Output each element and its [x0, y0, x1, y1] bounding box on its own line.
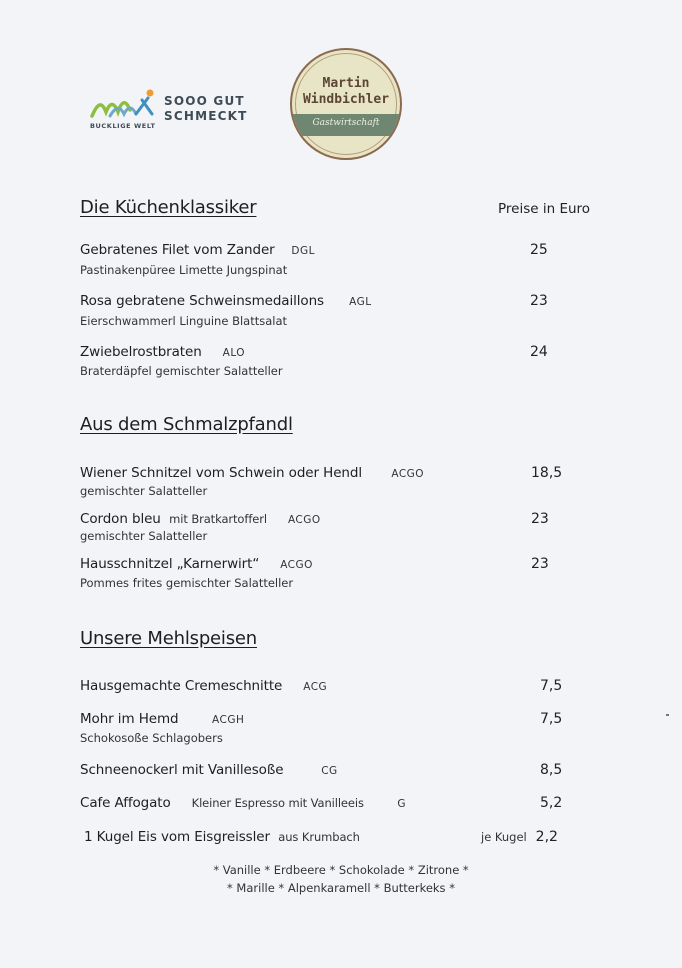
allergen-codes: ACG [303, 681, 328, 693]
logo-line-3: BUCKLIGE WELT [90, 122, 156, 130]
menu-item-extra: Kleiner Espresso mit Vanilleeis [191, 796, 364, 810]
allergen-codes: G [397, 798, 407, 810]
section-title: Unsere Mehlspeisen [80, 628, 257, 649]
flavor-list-line-2: * Marille * Alpenkaramell * Butterkeks * [227, 881, 455, 895]
allergen-codes: CG [321, 765, 338, 777]
allergen-codes: ACGO [391, 468, 425, 480]
menu-item-price: 7,5 [540, 678, 563, 694]
sooo-gut-schmeckt-logo [90, 88, 260, 138]
menu-item-desc: Eierschwammerl Linguine Blattsalat [80, 314, 288, 328]
wave-logo-icon [90, 88, 160, 122]
menu-item-desc: gemischter Salatteller [80, 484, 208, 498]
seal-line-2: Windbichler [302, 92, 390, 107]
menu-item-name: Cordon bleu mit Bratkartofferl ACGO [80, 511, 321, 527]
seal-line-3: Gastwirtschaft [312, 118, 380, 128]
allergen-codes: DGL [291, 245, 315, 257]
allergen-codes: ACGO [280, 559, 313, 571]
section-title: Die Küchenklassiker [80, 197, 257, 218]
menu-item-name: Gebratenes Filet vom Zander DGL [80, 242, 315, 258]
menu-item-price: 25 [530, 242, 548, 258]
allergen-codes: AGL [349, 296, 372, 308]
menu-item-price: 7,5 [540, 711, 563, 727]
menu-item-price: 24 [530, 344, 548, 360]
menu-item-desc: Pastinakenpüree Limette Jungspinat [80, 263, 288, 277]
logo-line-2: SCHMECKT [164, 109, 248, 123]
menu-item-desc: Braterdäpfel gemischter Salatteller [80, 364, 283, 378]
menu-item-name: Rosa gebratene Schweinsmedaillons AGL [80, 293, 372, 309]
menu-item-desc: Pommes frites gemischter Salatteller [80, 576, 294, 590]
allergen-codes: ALO [222, 347, 246, 359]
menu-item-price: 23 [530, 293, 548, 309]
allergen-codes: ACGO [287, 514, 321, 526]
menu-item-price: je Kugel 2,2 [481, 829, 558, 845]
price-prefix: je Kugel [481, 830, 527, 844]
menu-item-name: Zwiebelrostbraten ALO [80, 344, 246, 360]
menu-item-price: 23 [531, 511, 549, 527]
menu-item-name: 1 Kugel Eis vom Eisgreissler aus Krumbach [84, 829, 360, 845]
allergen-codes: ACGH [212, 714, 245, 726]
menu-item-name: Hausschnitzel „Karnerwirt“ ACGO [80, 556, 313, 572]
menu-item-extra: aus Krumbach [278, 830, 360, 844]
menu-item-name: Schneenockerl mit Vanillesoße CG [80, 762, 338, 778]
menu-item-desc: gemischter Salatteller [80, 529, 208, 543]
flavor-list-line-1: * Vanille * Erdbeere * Schokolade * Zitrone * [213, 863, 469, 877]
menu-item-price: 8,5 [540, 762, 563, 778]
seal-line-1: Martin [322, 76, 370, 91]
menu-item-name: Wiener Schnitzel vom Schwein oder Hendl ACGO [80, 465, 425, 481]
menu-item-extra: mit Bratkartofferl [169, 512, 267, 526]
menu-item-name: Hausgemachte Cremeschnitte ACG [80, 678, 328, 694]
section-title: Aus dem Schmalzpfandl [80, 414, 293, 435]
menu-item-name: Mohr im Hemd ACGH [80, 711, 245, 727]
menu-item-desc: Schokosoße Schlagobers [80, 731, 223, 745]
scan-mark [666, 714, 669, 716]
menu-item-price: 23 [531, 556, 549, 572]
menu-item-price: 5,2 [540, 795, 563, 811]
windbichler-seal-logo [290, 48, 402, 160]
price-header: Preise in Euro [498, 201, 591, 217]
menu-item-name: Cafe Affogato Kleiner Espresso mit Vanilleeis G [80, 795, 407, 811]
menu-item-price: 18,5 [531, 465, 563, 481]
logo-line-1: SOOO GUT [164, 94, 245, 108]
